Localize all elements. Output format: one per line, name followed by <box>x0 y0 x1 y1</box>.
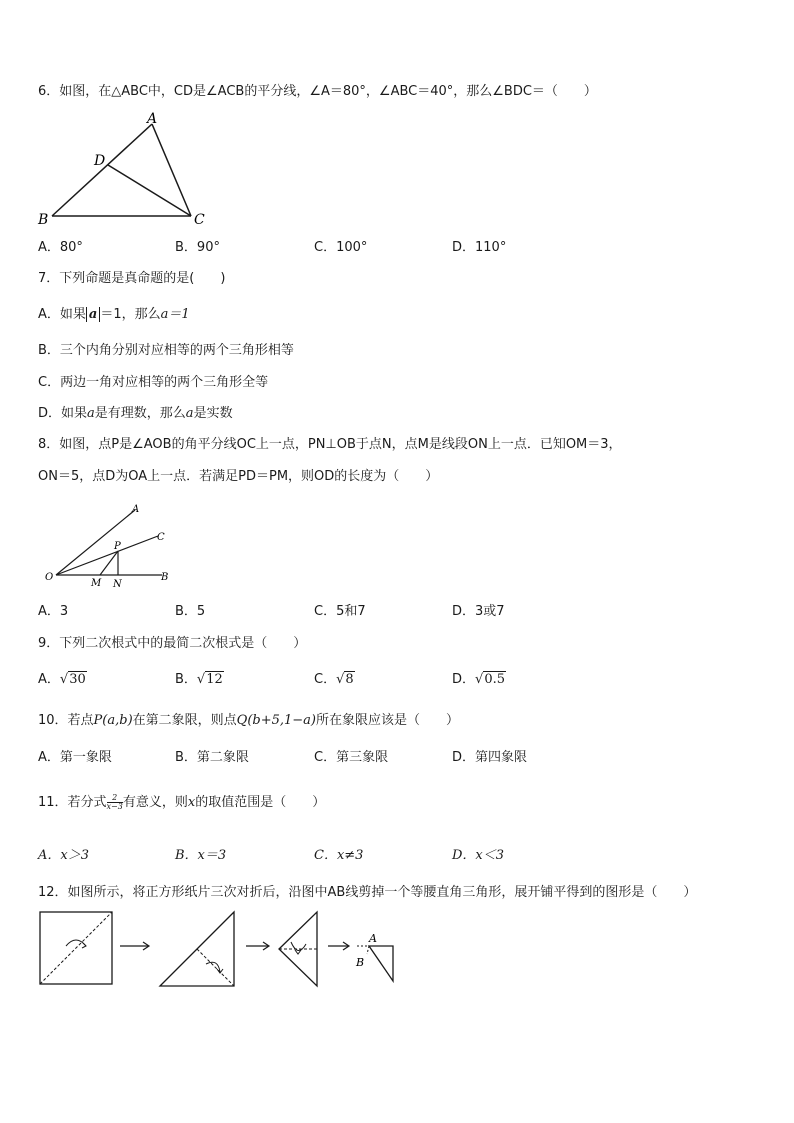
abs-value-a: a <box>86 307 100 322</box>
q7-option-a-end: a＝1 <box>160 307 190 322</box>
q11-option-a: A．x＞3 <box>38 848 89 863</box>
q9-stem: 9．下列二次根式中的最简二次根式是（ ） <box>38 636 307 651</box>
q12-folding-figure <box>36 908 416 992</box>
q10-option-a: A．第一象限 <box>38 750 112 765</box>
q10-point-p: P(a,b) <box>93 713 133 728</box>
q12-stem: 12．如图所示，将正方形纸片三次对折后，沿图中AB线剪掉一个等腰直角三角形，展开铺平得到的图形是（ ） <box>38 885 697 900</box>
q11-fraction <box>107 794 123 811</box>
q10-stem <box>38 712 459 730</box>
q12-label-a: A <box>369 932 377 945</box>
q9-option-b-radicand: 12 <box>206 672 223 687</box>
q11-option-d: D．x＜3 <box>452 848 505 863</box>
q9-option-b-label: B． <box>175 672 197 687</box>
q9-option-a-label: A． <box>38 672 60 687</box>
q6-triangle-figure <box>36 110 216 230</box>
q7-option-d <box>38 405 233 423</box>
q9-option-b <box>175 671 224 689</box>
q7-option-d-var1: a <box>87 406 95 421</box>
q8-option-d: D．3或7 <box>452 604 505 619</box>
q10-option-d: D．第四象限 <box>452 750 528 765</box>
q6-option-d: D．110° <box>452 240 507 255</box>
q11-stem-a: 11．若分式 <box>38 795 107 810</box>
q7-option-a-prefix: A．如果 <box>38 307 86 322</box>
q9-option-c-radicand: 8 <box>345 672 354 687</box>
q6-label-d: D <box>94 153 106 169</box>
q9-option-d-radicand: 0.5 <box>484 672 505 687</box>
q11-option-b: B．x＝3 <box>175 848 227 863</box>
q6-option-a: A．80° <box>38 240 83 255</box>
sqrt-symbol: √0.5 <box>475 672 505 687</box>
q7-option-c: C．两边一角对应相等的两个三角形全等 <box>38 375 269 390</box>
sqrt-symbol: √12 <box>196 672 223 687</box>
q9-option-d-label: D． <box>452 672 476 687</box>
q8-label-p: P <box>114 541 121 552</box>
q11-stem <box>38 794 325 812</box>
q7-stem: 7．下列命题是真命题的是( ) <box>38 271 226 286</box>
sqrt-symbol: √30 <box>59 672 86 687</box>
q11-option-c: C．x≠3 <box>314 848 364 863</box>
q7-option-a <box>38 306 190 324</box>
q7-option-d-var2: a <box>185 406 194 421</box>
q9-option-a <box>38 671 87 689</box>
q10-point-q: Q(b+5,1−a) <box>236 713 317 728</box>
q6-label-c: C <box>194 212 205 228</box>
q6-stem: 6．如图，在△ABC中，CD是∠ACB的平分线，∠A＝80°，∠ABC＝40°，那么∠BDC＝（ ） <box>38 84 597 99</box>
q6-label-a: A <box>147 111 158 127</box>
q8-angle-figure <box>40 500 190 592</box>
q11-var: x <box>187 795 196 810</box>
q11-frac-denominator: x−3 <box>106 802 123 811</box>
q10-option-b: B．第二象限 <box>175 750 249 765</box>
q8-label-n: N <box>113 579 122 590</box>
q9-option-c <box>314 671 355 689</box>
q6-option-c: C．100° <box>314 240 368 255</box>
q7-option-d-mid: 是有理数，那么 <box>94 406 186 421</box>
q8-label-m: M <box>91 578 102 589</box>
q8-label-a: A <box>132 504 140 515</box>
q9-option-a-radicand: 30 <box>69 672 86 687</box>
q8-option-c: C．5和7 <box>314 604 366 619</box>
q10-option-c: C．第三象限 <box>314 750 389 765</box>
q8-label-c: C <box>157 532 165 543</box>
q8-option-b: B．5 <box>175 604 206 619</box>
q7-option-d-end: 是实数 <box>193 406 233 421</box>
q7-option-d-prefix: D．如果 <box>38 406 88 421</box>
q8-label-o: O <box>45 572 54 583</box>
q10-stem-a: 10．若点 <box>38 713 94 728</box>
q10-stem-c: 所在象限应该是（ ） <box>316 713 460 728</box>
fold-step4-shape <box>369 946 393 981</box>
sqrt-symbol: √8 <box>336 672 354 687</box>
q7-option-b: B．三个内角分别对应相等的两个三角形相等 <box>38 343 294 358</box>
q12-label-b: B <box>356 956 365 969</box>
q10-stem-b: 在第二象限，则点 <box>132 713 237 728</box>
q7-option-a-mid: ＝1，那么 <box>100 307 161 322</box>
q9-option-c-label: C． <box>314 672 337 687</box>
q11-stem-b: 有意义，则 <box>122 795 188 810</box>
q11-frac-numerator: 2 <box>107 794 123 803</box>
q8-stem-line1: 8．如图，点P是∠AOB的角平分线OC上一点，PN⊥OB于点N，点M是线段ON上一点．已知OM＝3， <box>38 437 622 452</box>
q6-label-b: B <box>38 212 49 228</box>
q8-option-a: A．3 <box>38 604 69 619</box>
q8-label-b: B <box>161 572 169 583</box>
q8-stem-line2: ON＝5，点D为OA上一点．若满足PD＝PM，则OD的长度为（ ） <box>38 469 439 484</box>
q11-stem-c: 的取值范围是（ ） <box>195 795 326 810</box>
q9-option-d <box>452 671 506 689</box>
q6-option-b: B．90° <box>175 240 220 255</box>
